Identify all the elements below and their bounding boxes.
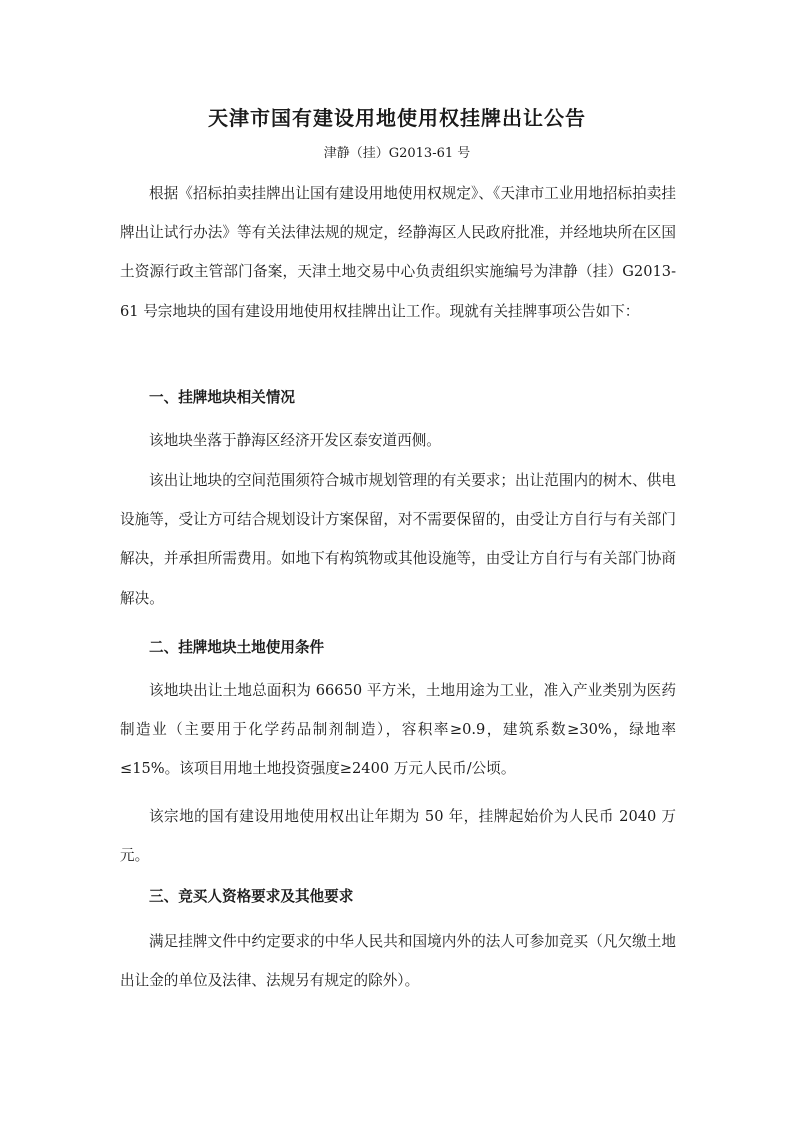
section-1-paragraph-1: 该地块坐落于静海区经济开发区泰安道西侧。	[149, 432, 441, 449]
document-number: 津静（挂）G2013-61 号	[323, 146, 471, 161]
section-1-heading: 一、挂牌地块相关情况	[149, 389, 295, 406]
document-title: 天津市国有建设用地使用权挂牌出让公告	[208, 106, 586, 130]
section-1-paragraph-2: 该出让地块的空间范围须符合城市规划管理的有关要求；出让范围内的树木、供电设施等，受让方可结合规划设计方案保留，对不需要保留的，由受让方自行与有关部门解决，并承担所需费用。如地下有构筑物或其他设施等，由受让方自行与有关部门协商解决。	[120, 472, 676, 607]
section-3-paragraph-1: 满足挂牌文件中约定要求的中华人民共和国境内外的法人可参加竞买（凡欠缴土地出让金的单位及法律、法规另有规定的除外）。	[120, 933, 676, 990]
section-2-heading: 二、挂牌地块土地使用条件	[149, 639, 325, 656]
section-3-heading: 三、竞买人资格要求及其他要求	[149, 888, 354, 905]
intro-paragraph: 根据《招标拍卖挂牌出让国有建设用地使用权规定》、《天津市工业用地招标拍卖挂牌出让试行办法》等有关法律法规的规定，经静海区人民政府批准，并经地块所在区国土资源行政主管部门备案，天津土地交易中心负责组织实施编号为津静（挂）G2013-61 号宗地块的国有建设用地使用权挂牌出让工作。现就有关挂牌事项公告如下：	[120, 185, 676, 320]
section-2-paragraph-1: 该地块出让土地总面积为 66650 平方米，土地用途为工业，准入产业类别为医药制造业（主要用于化学药品制剂制造），容积率≥0.9，建筑系数≥30%，绿地率≤15%。该项目用地土地投资强度≥2400 万元人民币/公顷。	[120, 682, 676, 778]
section-2-paragraph-2: 该宗地的国有建设用地使用权出让年期为 50 年，挂牌起始价为人民币 2040 万元。	[120, 808, 676, 865]
